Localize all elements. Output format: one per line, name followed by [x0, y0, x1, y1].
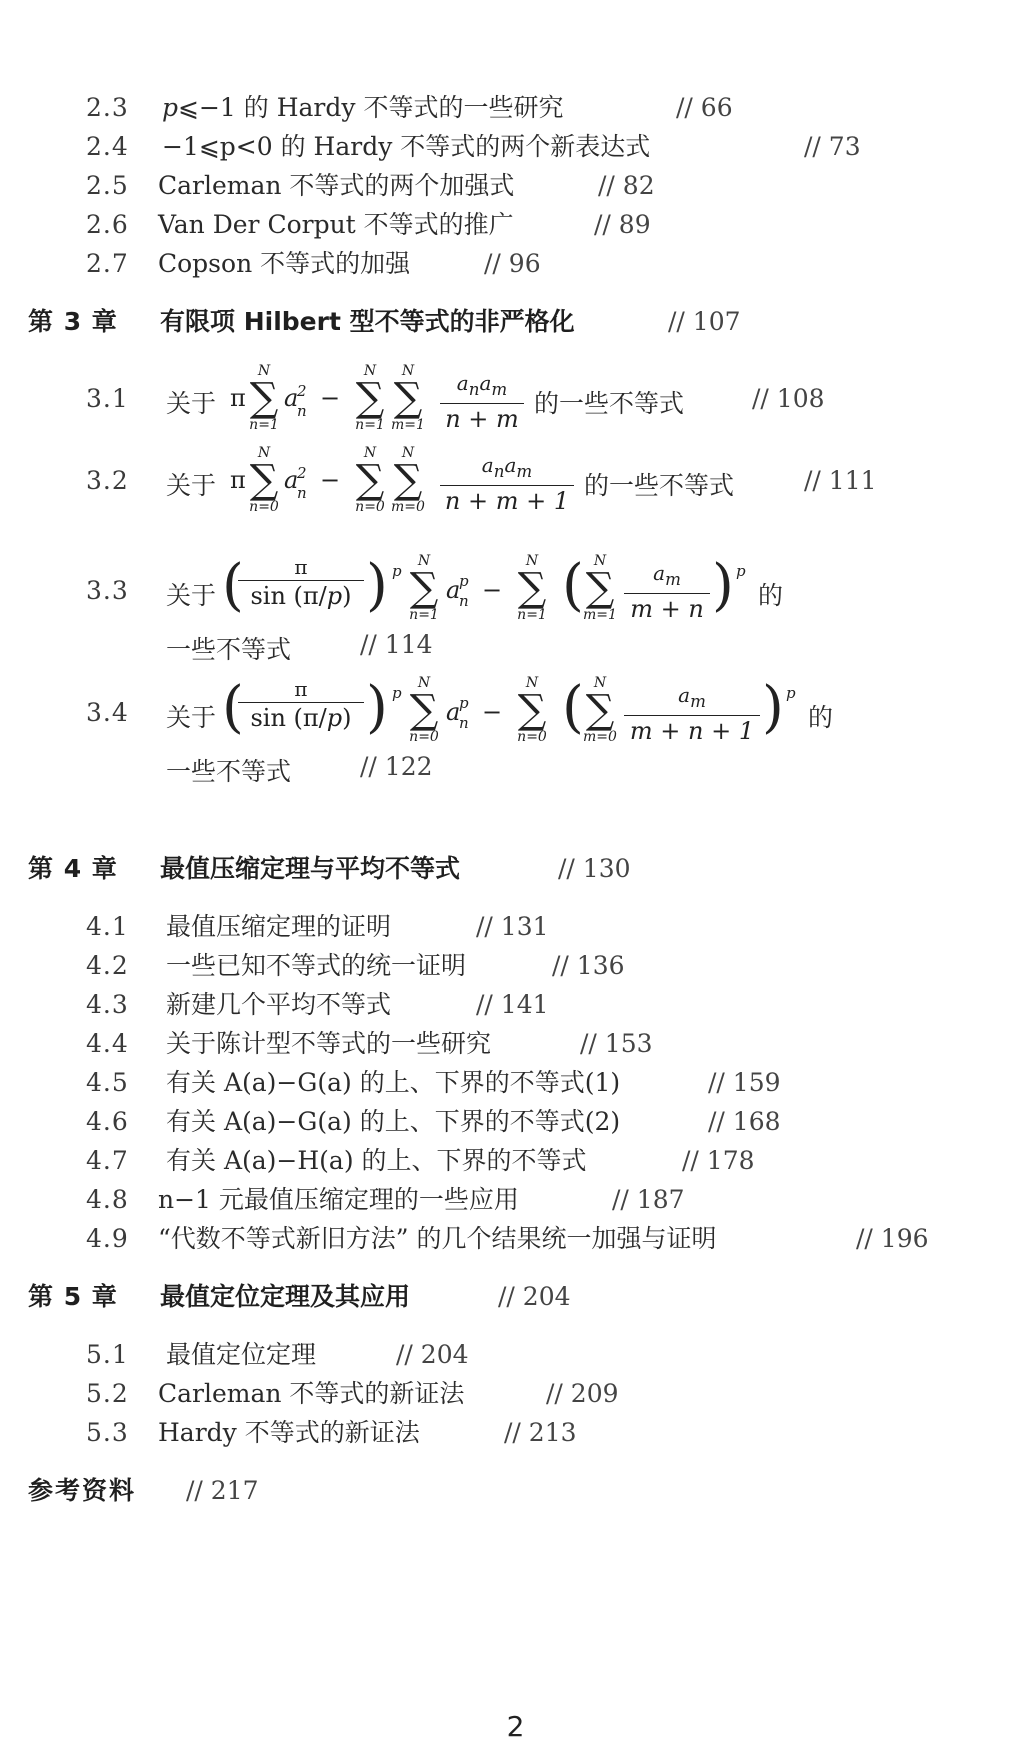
page-ref: // 204 [396, 1340, 469, 1369]
section-number: 4.1 [86, 912, 129, 941]
page-ref: // 213 [504, 1418, 577, 1447]
section-title: p⩽−1 的 Hardy 不等式的一些研究 [162, 93, 564, 122]
section-title: 有关 A(a)−H(a) 的上、下界的不等式 [166, 1146, 587, 1175]
page-ref: // 73 [804, 132, 861, 161]
chapter-label: 第 5 章 [28, 1282, 118, 1311]
section-number: 2.3 [86, 93, 129, 122]
section-cont: 一些不等式 [166, 635, 292, 664]
section-title: 有关 A(a)−G(a) 的上、下界的不等式(1) [166, 1068, 621, 1097]
section-number: 2.5 [86, 171, 129, 200]
page-ref: // 136 [552, 951, 625, 980]
page-ref: // 107 [668, 307, 741, 336]
section-title: Hardy 不等式的新证法 [158, 1418, 420, 1447]
toc-entry-3-4[interactable]: 3.4 关于 ( π sin (π/p) ) p N ∑ n=0 a p n − N ∑ n=0 ( N ∑ m=0 $a_m$ m + n + 1 ) p 的 一些不等式 // 122 [86, 675, 834, 786]
chapter-title: 最值压缩定理与平均不等式 [160, 854, 461, 883]
section-cont: 一些不等式 [166, 757, 292, 786]
section-title: −1⩽p<0 的 Hardy 不等式的两个新表达式 [162, 132, 651, 161]
section-title: 关于陈计型不等式的一些研究 [166, 1029, 492, 1058]
section-lead: 关于 [166, 389, 217, 418]
page-ref: // 114 [360, 630, 433, 659]
page-ref: // 96 [484, 249, 541, 278]
page-ref: // 196 [856, 1224, 929, 1253]
page-ref: // 122 [360, 752, 433, 781]
page-ref: // 204 [498, 1282, 571, 1311]
page-ref: // 108 [752, 384, 825, 413]
page-ref: // 66 [676, 93, 733, 122]
section-title: 新建几个平均不等式 [166, 990, 392, 1019]
section-title: 最值定位定理 [166, 1340, 317, 1369]
section-number: 5.1 [86, 1340, 129, 1369]
section-tail: 的 [758, 581, 784, 610]
section-tail: 的一些不等式 [584, 471, 735, 500]
section-number: 3.4 [86, 698, 129, 727]
section-number: 4.9 [86, 1224, 129, 1253]
section-number: 4.2 [86, 951, 129, 980]
section-number: 3.2 [86, 466, 129, 495]
section-title: Van Der Corput 不等式的推广 [158, 210, 514, 239]
section-title: “代数不等式新旧方法” 的几个结果统一加强与证明 [158, 1224, 717, 1253]
section-number: 3.1 [86, 384, 129, 413]
section-number: 4.5 [86, 1068, 129, 1097]
section-number: 3.3 [86, 576, 129, 605]
page-ref: // 131 [476, 912, 549, 941]
section-title: Copson 不等式的加强 [158, 249, 411, 278]
page-ref: // 178 [682, 1146, 755, 1175]
chapter-label: 第 4 章 [28, 854, 118, 883]
chapter-title: 最值定位定理及其应用 [160, 1282, 411, 1311]
page-ref: // 153 [580, 1029, 653, 1058]
page-ref: // 217 [186, 1476, 259, 1505]
references-title: 参考资料 [28, 1476, 137, 1505]
page-ref: // 159 [708, 1068, 781, 1097]
page-ref: // 89 [594, 210, 651, 239]
page-ref: // 209 [546, 1379, 619, 1408]
page-ref: // 130 [558, 854, 631, 883]
page-ref: // 187 [612, 1185, 685, 1214]
chapter-title: 有限项 Hilbert 型不等式的非严格化 [160, 307, 575, 336]
section-lead: 关于 [166, 471, 217, 500]
section-number: 4.8 [86, 1185, 129, 1214]
toc-entry-3-1[interactable]: 3.1 关于 π N ∑ n=1 a 2 n − N ∑ n=1 N ∑ m=1 $a_na_m$ n + m 的一些不等式 // 108 [86, 363, 825, 433]
chapter-label: 第 3 章 [28, 307, 118, 336]
page-ref: // 168 [708, 1107, 781, 1136]
section-number: 5.3 [86, 1418, 129, 1447]
page-ref: // 111 [804, 466, 877, 495]
section-tail: 的一些不等式 [534, 389, 685, 418]
section-title: 有关 A(a)−G(a) 的上、下界的不等式(2) [166, 1107, 621, 1136]
page-number: 2 [506, 1710, 525, 1743]
section-number: 4.4 [86, 1029, 129, 1058]
section-title: 最值压缩定理的证明 [166, 912, 392, 941]
section-lead: 关于 [166, 703, 217, 732]
section-title: n−1 元最值压缩定理的一些应用 [158, 1185, 519, 1214]
section-number: 4.3 [86, 990, 129, 1019]
section-lead: 关于 [166, 581, 217, 610]
section-title: Carleman 不等式的新证法 [158, 1379, 465, 1408]
section-number: 5.2 [86, 1379, 129, 1408]
section-number: 2.7 [86, 249, 129, 278]
toc-entry-3-3[interactable]: 3.3 关于 ( π sin (π/p) ) p N ∑ n=1 a p n − N ∑ n=1 ( N ∑ m=1 $a_m$ m + n ) p 的 一些不等式 // 114 [86, 553, 784, 664]
section-number: 4.6 [86, 1107, 129, 1136]
page-ref: // 141 [476, 990, 549, 1019]
section-tail: 的 [808, 703, 834, 732]
toc-entry-3-2[interactable]: 3.2 关于 π N ∑ n=0 a 2 n − N ∑ n=0 N ∑ m=0 $a_na_m$ n + m + 1 的一些不等式 // 111 [86, 445, 877, 515]
section-number: 2.4 [86, 132, 129, 161]
section-title: Carleman 不等式的两个加强式 [158, 171, 515, 200]
section-title: 一些已知不等式的统一证明 [166, 951, 467, 980]
section-number: 2.6 [86, 210, 129, 239]
page-ref: // 82 [598, 171, 655, 200]
section-number: 4.7 [86, 1146, 129, 1175]
